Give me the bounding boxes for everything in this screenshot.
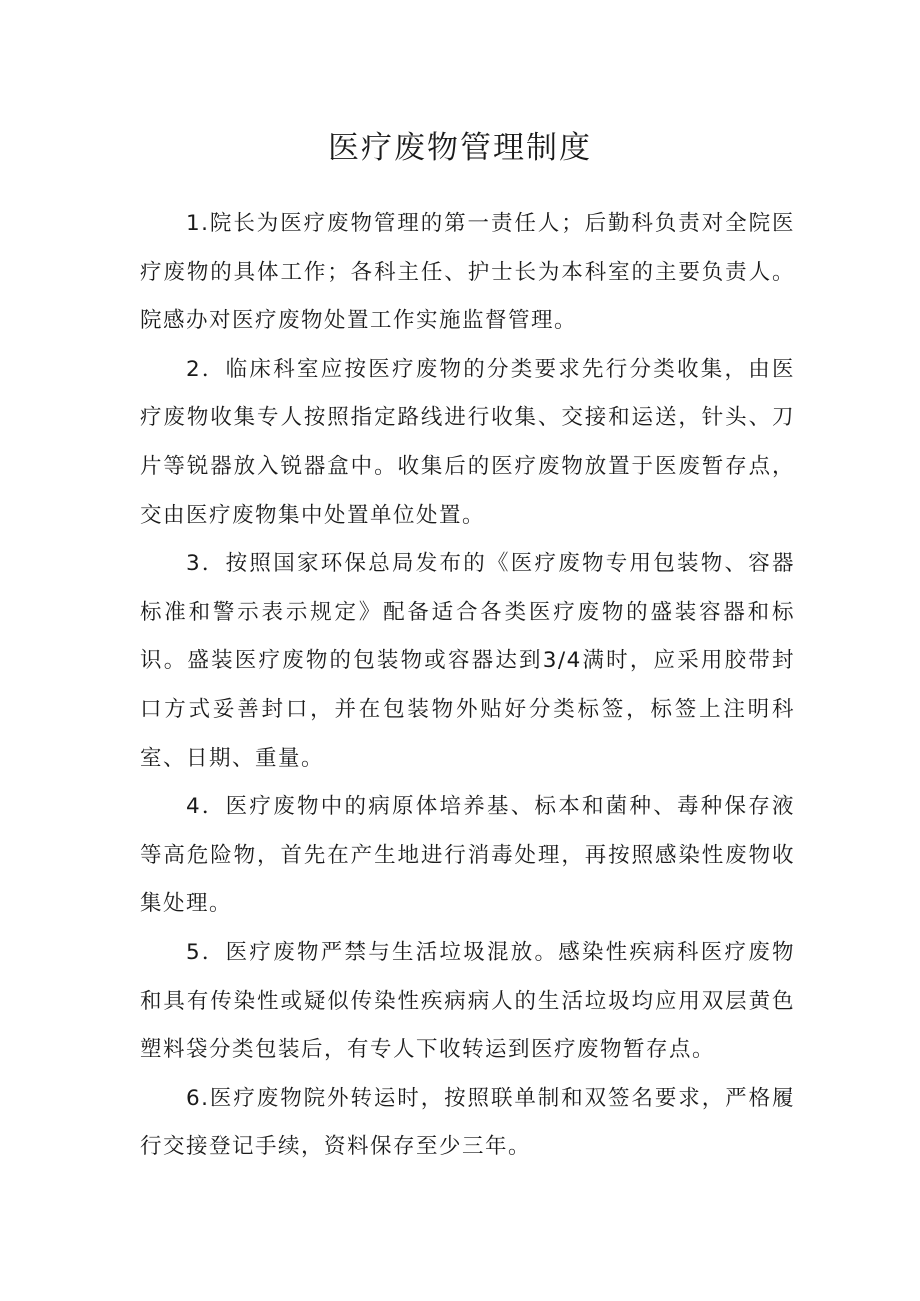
document-body xyxy=(140,200,795,1172)
paragraph-3: 3．按照国家环保总局发布的《医疗废物专用包装物、容器标准和警示表示规定》配备适合各类医疗废物的盛装容器和标识。盛装医疗废物的包装物或容器达到3/4满时，应采用胶带封口方式妥善封口，并在包装物外贴好分类标签，标签上注明科室、日期、重量。 xyxy=(140,551,795,771)
paragraph-5: 5．医疗废物严禁与生活垃圾混放。感染性疾病科医疗废物和具有传染性或疑似传染性疾病病人的生活垃圾均应用双层黄色塑料袋分类包装后，有专人下收转运到医疗废物暂存点。 xyxy=(140,939,795,1063)
paragraph-2: 2．临床科室应按医疗废物的分类要求先行分类收集，由医疗废物收集专人按照指定路线进行收集、交接和运送，针头、刀片等锐器放入锐器盒中。收集后的医疗废物放置于医废暂存点，交由医疗废物集中处置单位处置。 xyxy=(140,356,795,528)
paragraph-6: 6.医疗废物院外转运时，按照联单制和双签名要求，严格履行交接登记手续，资料保存至少三年。 xyxy=(140,1085,795,1160)
paragraph-4: 4．医疗废物中的病原体培养基、标本和菌种、毒种保存液等高危险物，首先在产生地进行消毒处理，再按照感染性废物收集处理。 xyxy=(140,794,795,917)
document-title: 医疗废物管理制度 xyxy=(328,130,592,166)
paragraph-1: 1.院长为医疗废物管理的第一责任人；后勤科负责对全院医疗废物的具体工作；各科主任、护士长为本科室的主要负责人。院感办对医疗废物处置工作实施监督管理。 xyxy=(140,211,795,334)
